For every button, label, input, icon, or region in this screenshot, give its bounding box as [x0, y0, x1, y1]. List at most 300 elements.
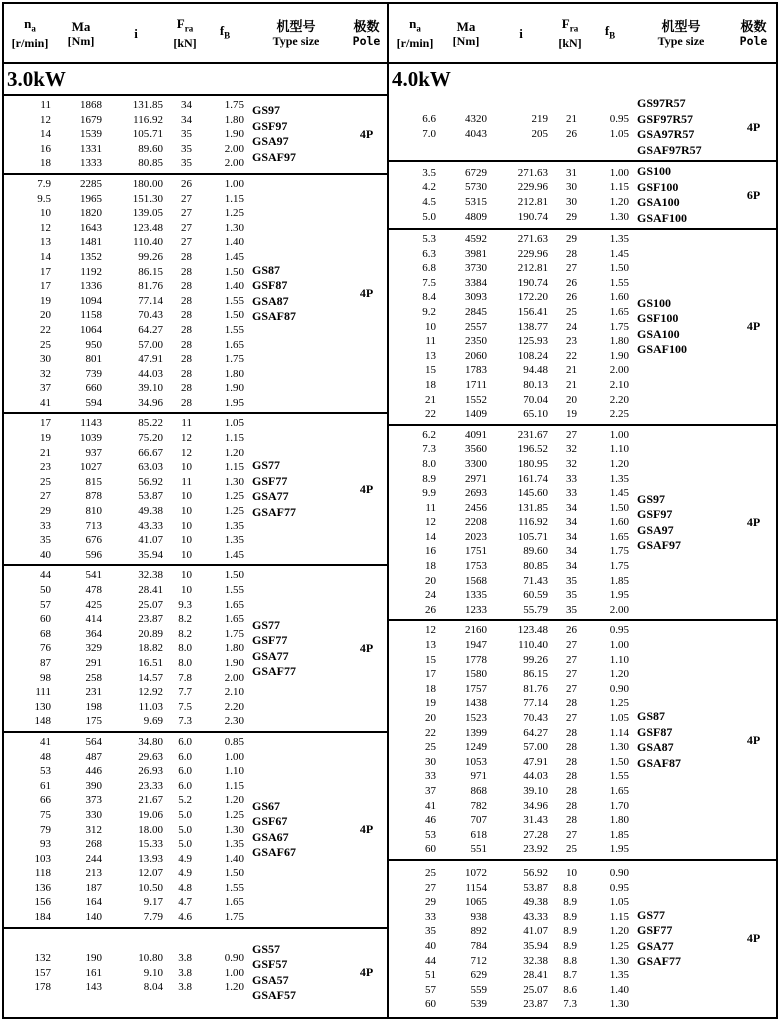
- cell-i: 55.79: [523, 603, 548, 616]
- type-size-label: GSF67: [252, 814, 288, 829]
- cell-na: 184: [34, 911, 51, 924]
- cell-i: 116.92: [518, 516, 548, 529]
- cell-fra: 28: [181, 309, 192, 322]
- type-size-label: GS77: [252, 458, 281, 473]
- type-size-label: GSA87: [637, 740, 674, 755]
- cell-i: 34.96: [523, 799, 548, 812]
- cell-fb: 1.25: [609, 697, 629, 710]
- cell-fb: 1.35: [609, 472, 629, 485]
- table-row: [4, 881, 246, 896]
- cell-i: 156.41: [517, 305, 548, 318]
- table-row: [4, 446, 246, 461]
- cell-fra: 4.7: [178, 896, 192, 909]
- cell-fra: 28: [181, 396, 192, 409]
- spec-block: [4, 927, 387, 1017]
- cell-fra: 8.9: [563, 939, 577, 952]
- cell-ma: 1143: [80, 417, 102, 430]
- table-row: [389, 784, 631, 799]
- cell-i: 80.85: [138, 157, 163, 170]
- cell-ma: 1154: [465, 881, 487, 894]
- type-size-label: GSA100: [637, 195, 680, 209]
- table-row: [4, 966, 246, 981]
- type-size-label: GSAF97: [637, 538, 682, 553]
- cell-fb: 2.00: [224, 142, 244, 155]
- cell-fb: 1.75: [224, 99, 244, 111]
- cell-na: 8.4: [422, 291, 436, 304]
- cell-ma: 2350: [465, 335, 487, 348]
- gear-motor-spec-table: [2, 2, 778, 1019]
- cell-ma: 6729: [465, 166, 487, 179]
- cell-ma: 1331: [80, 142, 102, 155]
- cell-fb: 1.45: [609, 247, 629, 260]
- table-row: [4, 764, 246, 779]
- column-header-type: [246, 19, 346, 48]
- cell-na: 5.3: [422, 233, 436, 245]
- cell-na: 40: [425, 939, 436, 952]
- cell-ma: 329: [85, 642, 102, 655]
- cell-i: 21.67: [138, 794, 163, 807]
- cell-na: 79: [40, 823, 51, 836]
- cell-fb: 1.50: [224, 309, 244, 322]
- cell-ma: 258: [85, 671, 102, 684]
- cell-i: 180.00: [132, 177, 163, 190]
- column-header-i: [106, 26, 166, 41]
- cell-fra: 20: [566, 393, 577, 406]
- cell-fb: 1.15: [224, 192, 244, 205]
- cell-ma: 1409: [465, 408, 487, 421]
- cell-i: 39.10: [138, 382, 163, 395]
- cell-ma: 1947: [465, 639, 487, 652]
- pole-cell: [346, 735, 387, 925]
- cell-na: 157: [34, 966, 51, 979]
- cell-fb: 1.95: [224, 396, 244, 409]
- cell-i: 123.48: [517, 624, 548, 637]
- type-size-label: GSA97: [252, 134, 289, 149]
- cell-i: 11.03: [138, 700, 163, 713]
- type-size-label: GSF57: [252, 957, 288, 972]
- cell-na: 10: [40, 207, 51, 220]
- header-symbol-i: i: [519, 25, 523, 41]
- type-size-list: [631, 96, 731, 158]
- cell-fb: 1.40: [609, 983, 629, 996]
- cell-fb: 1.50: [224, 867, 244, 880]
- type-size-label: GS97: [637, 491, 666, 506]
- table-row: [4, 294, 246, 309]
- cell-i: 64.27: [138, 323, 163, 336]
- cell-ma: 539: [470, 998, 487, 1011]
- cell-i: 70.04: [523, 393, 548, 406]
- table-row: [4, 381, 246, 396]
- cell-ma: 2845: [465, 305, 487, 318]
- table-row: [4, 583, 246, 598]
- data-rows: [389, 96, 631, 158]
- table-row: [389, 349, 631, 364]
- cell-i: 229.96: [517, 247, 548, 260]
- spec-block: [4, 731, 387, 927]
- cell-i: 75.20: [138, 432, 163, 445]
- table-row: [4, 127, 246, 142]
- cell-fra: 27: [566, 668, 577, 681]
- type-size-label: GS100: [637, 295, 672, 310]
- cell-na: 23: [40, 461, 51, 474]
- cell-ma: 2693: [465, 487, 487, 500]
- data-rows: [389, 863, 631, 1015]
- cell-ma: 1679: [80, 113, 102, 126]
- cell-na: 33: [425, 770, 436, 783]
- cell-fb: 0.90: [609, 867, 629, 879]
- type-size-label: GS100: [637, 164, 672, 178]
- type-size-list: [631, 428, 731, 618]
- cell-na: 44: [40, 569, 51, 582]
- header-symbol-fb: $f_B$: [604, 22, 616, 41]
- cell-fra: 10: [181, 461, 192, 474]
- cell-na: 21: [425, 393, 436, 406]
- table-row: [389, 472, 631, 487]
- table-row: [389, 682, 631, 697]
- table-row: [389, 363, 631, 378]
- pole-value: 4P: [359, 822, 374, 837]
- cell-ma: 1333: [80, 157, 102, 170]
- cell-ma: 2160: [465, 624, 487, 637]
- table-row: [4, 808, 246, 823]
- section-title-4-0kw: 4.0kW: [392, 67, 451, 91]
- cell-fra: 8.2: [178, 627, 192, 640]
- cell-i: 23.87: [138, 613, 163, 626]
- cell-fb: 1.15: [224, 779, 244, 792]
- table-row: [389, 924, 631, 939]
- cell-fra: 8.9: [563, 896, 577, 909]
- pole-cell: [346, 568, 387, 729]
- spec-block: [389, 228, 776, 424]
- cell-fra: 34: [566, 501, 577, 514]
- table-row: [389, 603, 631, 618]
- cell-fb: 1.25: [224, 808, 244, 821]
- cell-fb: 1.35: [224, 519, 244, 532]
- cell-i: 99.26: [138, 250, 163, 263]
- cell-na: 53: [40, 765, 51, 778]
- header-symbol-i: i: [134, 25, 138, 41]
- type-size-label: GSAF77: [252, 664, 297, 679]
- cell-fb: 1.15: [224, 461, 244, 474]
- cell-i: 44.03: [138, 367, 163, 380]
- cell-na: 30: [40, 353, 51, 366]
- data-rows: [4, 177, 246, 411]
- cell-fra: 35: [566, 574, 577, 587]
- cell-fra: 10: [181, 519, 192, 532]
- cell-ma: 291: [85, 656, 102, 669]
- type-size-label: GSA77: [252, 489, 289, 504]
- table-row: [4, 866, 246, 881]
- cell-i: 16.51: [138, 656, 163, 669]
- cell-i: 271.63: [517, 166, 548, 179]
- cell-i: 105.71: [132, 128, 163, 141]
- cell-ma: 937: [85, 446, 102, 459]
- type-size-label: GSAF100: [637, 342, 688, 357]
- cell-ma: 1352: [80, 250, 102, 263]
- cell-ma: 478: [85, 584, 102, 596]
- cell-i: 19.06: [138, 808, 163, 821]
- cell-fb: 1.30: [224, 475, 244, 488]
- cell-ma: 3384: [465, 276, 487, 289]
- cell-fra: 28: [566, 697, 577, 710]
- cell-fra: 9.3: [178, 598, 192, 611]
- type-size-label: GSAF100: [637, 210, 688, 225]
- table-row: [4, 793, 246, 808]
- type-size-label: GS87: [252, 262, 281, 277]
- type-size-label: GS77: [252, 617, 281, 632]
- cell-ma: 4809: [465, 210, 487, 223]
- data-rows: [4, 416, 246, 562]
- cell-fra: 28: [181, 367, 192, 380]
- cell-i: 39.10: [523, 784, 548, 797]
- cell-fra: 28: [566, 741, 577, 754]
- cell-i: 41.07: [138, 534, 163, 547]
- cell-fb: 1.25: [224, 207, 244, 220]
- table-row: [389, 769, 631, 784]
- cell-fb: 1.05: [609, 896, 629, 909]
- cell-na: 17: [40, 265, 51, 278]
- cell-fb: 1.75: [224, 353, 244, 366]
- cell-ma: 1965: [80, 192, 102, 205]
- type-size-label: GSAF97R57: [637, 142, 702, 157]
- cell-na: 11: [425, 501, 436, 514]
- header-unit-type: Type size: [272, 33, 320, 48]
- table-row: [389, 997, 631, 1012]
- cell-fb: 1.65: [224, 598, 244, 611]
- cell-na: 20: [425, 712, 436, 724]
- cell-na: 13: [40, 236, 51, 249]
- cell-ma: 3093: [465, 291, 487, 304]
- type-size-list: [631, 863, 731, 1015]
- type-size-label: GSA87: [252, 293, 289, 308]
- cell-ma: 1336: [80, 280, 102, 293]
- cell-fra: 8.9: [563, 910, 577, 923]
- cell-na: 9.2: [422, 305, 436, 318]
- cell-fra: 35: [566, 589, 577, 602]
- cell-na: 35: [40, 534, 51, 547]
- cell-i: 44.03: [523, 770, 548, 783]
- cell-i: 196.52: [517, 443, 548, 456]
- cell-fra: 10: [181, 569, 192, 582]
- column-header-pole: [731, 19, 776, 48]
- table-row: [389, 530, 631, 545]
- cell-ma: 187: [85, 881, 102, 894]
- cell-i: 49.38: [523, 896, 548, 909]
- table-row: [4, 852, 246, 867]
- table-row: [4, 598, 246, 613]
- cell-na: 32: [40, 367, 51, 380]
- cell-fra: 34: [566, 545, 577, 558]
- cell-ma: 4091: [465, 428, 487, 441]
- cell-fb: 0.85: [224, 735, 244, 748]
- header-unit-ma: [Nm]: [452, 33, 480, 48]
- header-unit-ma: [Nm]: [67, 33, 95, 48]
- cell-i: 139.05: [132, 207, 163, 220]
- table-row: [4, 750, 246, 765]
- cell-i: 9.10: [143, 966, 163, 979]
- cell-i: 77.14: [138, 294, 163, 307]
- column-header-type: [631, 19, 731, 48]
- cell-i: 28.41: [523, 969, 548, 982]
- cell-ma: 1039: [80, 432, 102, 445]
- cell-ma: 1568: [465, 574, 487, 587]
- header-symbol-fra: $F_{ra}$: [176, 15, 194, 34]
- type-size-list: [631, 232, 731, 422]
- cell-fra: 7.7: [178, 686, 192, 699]
- cell-na: 9.5: [37, 192, 51, 205]
- cell-na: 18: [40, 157, 51, 170]
- cell-i: 271.63: [517, 233, 548, 245]
- table-row: [389, 983, 631, 998]
- cell-na: 17: [425, 668, 436, 681]
- cell-i: 105.71: [517, 530, 548, 543]
- cell-na: 8.9: [422, 472, 436, 485]
- cell-fra: 4.9: [178, 852, 192, 865]
- type-size-label: GS87: [637, 709, 666, 724]
- table-row: [4, 308, 246, 323]
- cell-ma: 1778: [465, 653, 487, 666]
- cell-na: 29: [40, 505, 51, 518]
- cell-fb: 1.20: [609, 925, 629, 938]
- cell-ma: 559: [470, 983, 487, 996]
- cell-i: 125.93: [517, 335, 548, 348]
- cell-fra: 34: [181, 113, 192, 126]
- cell-fra: 8.9: [563, 925, 577, 938]
- spec-block: [4, 173, 387, 413]
- table-row: [389, 968, 631, 983]
- header-symbol-fra: $F_{ra}$: [561, 15, 579, 34]
- table-row: [389, 457, 631, 472]
- data-rows: [4, 568, 246, 729]
- cell-fb: 1.20: [224, 794, 244, 807]
- table-row: [4, 396, 246, 411]
- cell-fb: 1.00: [609, 428, 629, 441]
- cell-fra: 5.0: [178, 823, 192, 836]
- header-symbol-na: $n_a$: [409, 15, 421, 34]
- cell-na: 178: [34, 981, 51, 994]
- cell-fra: 7.3: [563, 998, 577, 1011]
- table-row: [389, 442, 631, 457]
- cell-ma: 1094: [80, 294, 102, 307]
- cell-fra: 11: [181, 417, 192, 430]
- cell-fra: 10: [181, 505, 192, 518]
- pole-value: 4P: [359, 126, 374, 141]
- cell-fb: 1.80: [609, 814, 629, 827]
- column-header-fra: [166, 16, 204, 51]
- cell-fra: 32: [566, 443, 577, 456]
- pole-value: 6P: [746, 187, 761, 202]
- cell-i: 57.00: [138, 338, 163, 351]
- cell-na: 76: [40, 642, 51, 655]
- cell-na: 16: [40, 142, 51, 155]
- cell-fra: 28: [181, 294, 192, 307]
- cell-fb: 0.90: [609, 682, 629, 695]
- data-rows: [389, 232, 631, 422]
- cell-fra: 8.2: [178, 613, 192, 626]
- cell-na: 93: [40, 838, 51, 851]
- cell-na: 57: [425, 983, 436, 996]
- type-size-label: GSAF67: [252, 845, 297, 860]
- pole-cell: [731, 863, 776, 1015]
- cell-i: 23.92: [523, 843, 548, 856]
- cell-na: 11: [40, 99, 51, 111]
- column-header-ma: [56, 19, 106, 48]
- cell-na: 16: [425, 545, 436, 558]
- cell-fra: 34: [566, 516, 577, 529]
- cell-fb: 1.30: [609, 998, 629, 1011]
- cell-fra: 24: [566, 320, 577, 333]
- cell-ma: 330: [85, 808, 102, 821]
- cell-na: 75: [40, 808, 51, 821]
- cell-na: 37: [425, 784, 436, 797]
- cell-na: 17: [40, 280, 51, 293]
- pole-cell: [346, 416, 387, 562]
- cell-i: 99.26: [523, 653, 548, 666]
- table-row: [389, 799, 631, 814]
- cell-ma: 1751: [465, 545, 487, 558]
- table-row: [389, 428, 631, 443]
- cell-fb: 1.80: [224, 642, 244, 655]
- cell-fra: 28: [181, 382, 192, 395]
- pole-cell: [346, 98, 387, 171]
- pole-value: 4P: [359, 965, 374, 980]
- header-unit-pole: Pole: [739, 33, 768, 48]
- cell-fb: 1.80: [609, 335, 629, 348]
- cell-i: 43.33: [523, 910, 548, 923]
- cell-i: 219: [531, 113, 548, 126]
- cell-fra: 8.7: [563, 969, 577, 982]
- cell-na: 22: [425, 408, 436, 421]
- cell-i: 53.87: [523, 881, 548, 894]
- cell-na: 10: [425, 320, 436, 333]
- header-symbol-ma: Ma: [456, 18, 476, 34]
- section-blocks-3-0kw: [4, 96, 387, 1017]
- table-row: [389, 696, 631, 711]
- cell-fb: 0.90: [224, 951, 244, 964]
- cell-i: 80.13: [523, 378, 548, 391]
- cell-ma: 938: [470, 910, 487, 923]
- cell-fra: 35: [181, 128, 192, 141]
- header-symbol-type: 机型号: [661, 18, 701, 34]
- cell-fra: 7.5: [178, 700, 192, 713]
- cell-fb: 2.20: [224, 700, 244, 713]
- cell-na: 8.0: [422, 457, 436, 470]
- header-symbol-fb: $f_B$: [219, 22, 231, 41]
- cell-na: 22: [40, 323, 51, 336]
- table-row: [4, 895, 246, 910]
- cell-na: 103: [34, 852, 51, 865]
- table-row: [4, 656, 246, 671]
- cell-na: 60: [425, 998, 436, 1011]
- table-row: [4, 627, 246, 642]
- cell-fra: 30: [566, 196, 577, 208]
- table-row: [389, 407, 631, 422]
- table-row: [389, 842, 631, 857]
- cell-i: 9.69: [143, 715, 163, 728]
- cell-fb: 1.80: [224, 367, 244, 380]
- cell-i: 49.38: [138, 505, 163, 518]
- cell-fra: 27: [181, 207, 192, 220]
- cell-fb: 1.30: [609, 954, 629, 967]
- header-unit-na: [r/min]: [11, 36, 49, 51]
- cell-fb: 1.65: [609, 784, 629, 797]
- spec-block: [389, 619, 776, 859]
- cell-fb: 1.55: [224, 323, 244, 336]
- cell-na: 6.8: [422, 262, 436, 275]
- table-row: [4, 489, 246, 504]
- table-row: [389, 726, 631, 741]
- cell-na: 11: [425, 335, 436, 348]
